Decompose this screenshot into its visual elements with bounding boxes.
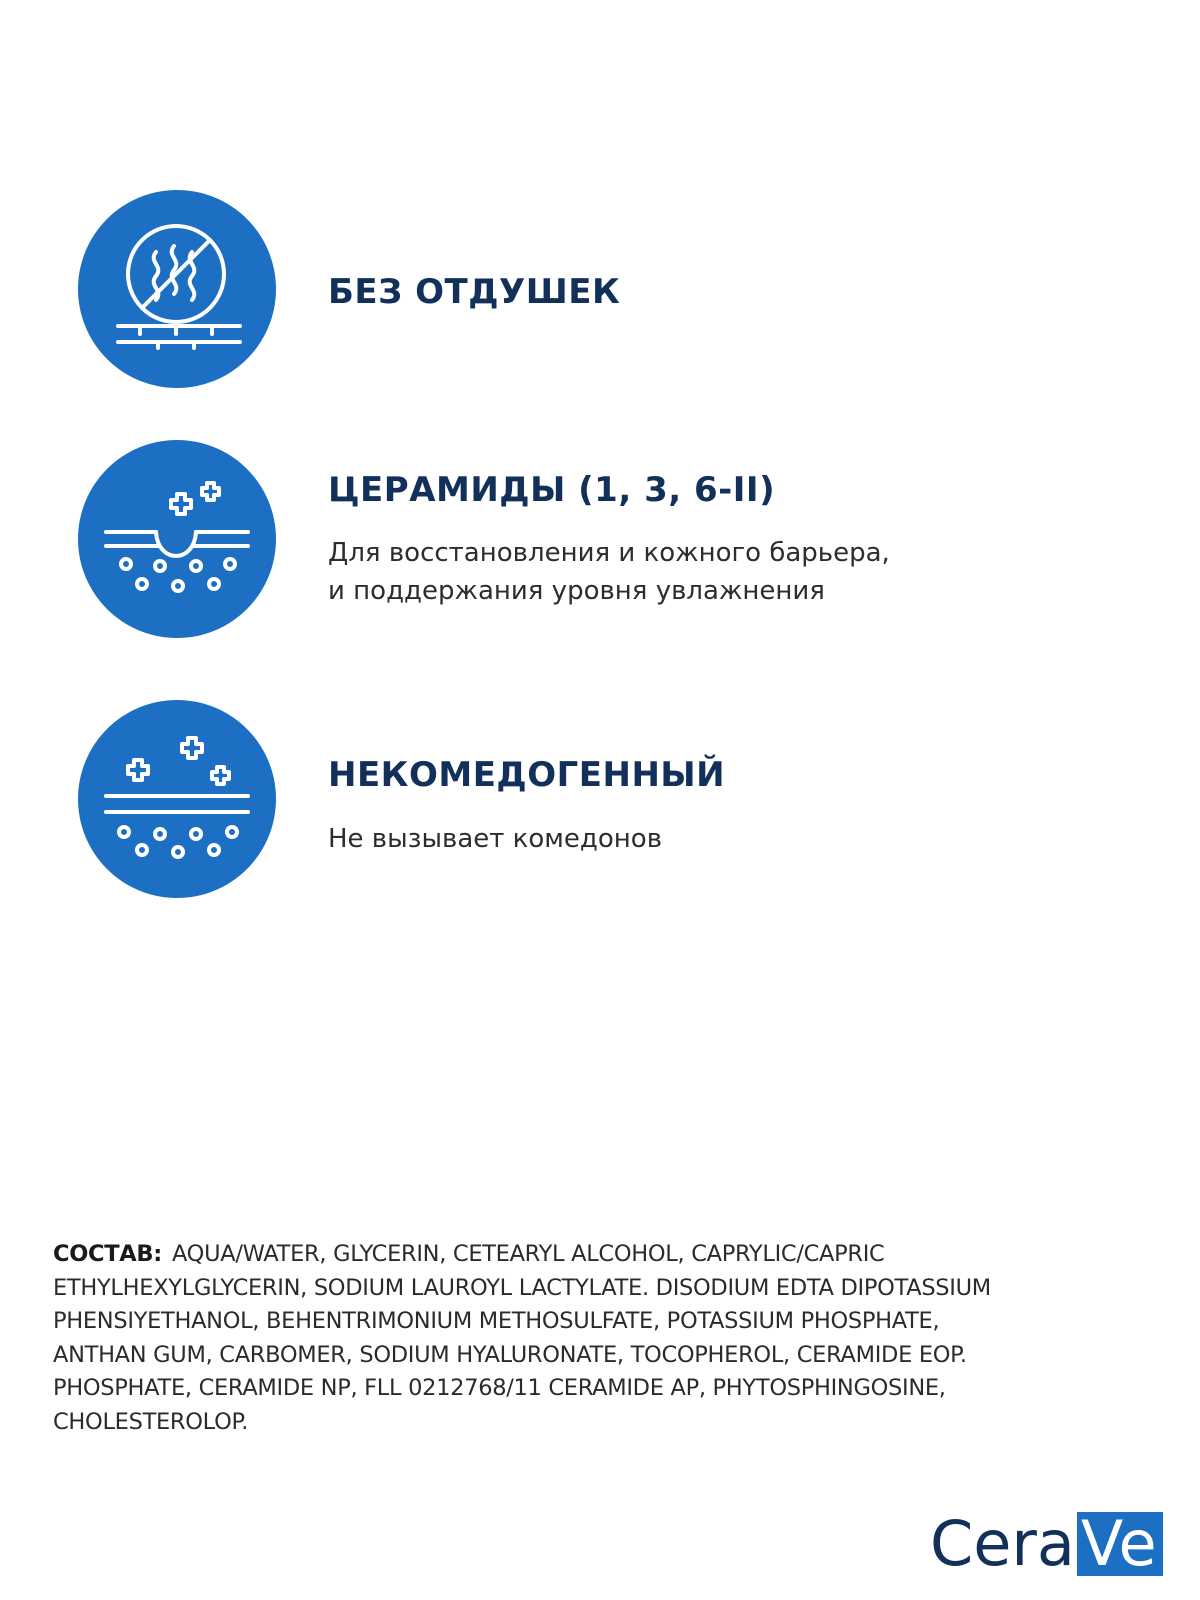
ingredients-line: PHENSIYETHANOL, BEHENTRIMONIUM METHOSULFATE, POTASSIUM PHOSPHATE, (53, 1308, 940, 1334)
feature-title: ЦЕРАМИДЫ (1, 3, 6-II) (328, 470, 776, 510)
ingredients-line: PHOSPHATE, CERAMIDE NP, FLL 0212768/11 CERAMIDE AP, PHYTOSPHINGOSINE, (53, 1375, 946, 1401)
logo-text-cera: Cera (930, 1507, 1075, 1580)
cerave-logo (930, 1507, 1163, 1580)
feature-title: БЕЗ ОТДУШЕК (328, 272, 621, 312)
ingredients-label: СОСТАВ: (53, 1241, 162, 1267)
ceramides-icon (78, 440, 276, 638)
ingredients-text: AQUA/WATER, GLYCERIN, CETEARYL ALCOHOL, CAPRYLIC/CAPRIC (171, 1241, 885, 1267)
feature-description-line: Для восстановления и кожного барьера, (328, 538, 890, 568)
ingredients-line: ETHYLHEXYLGLYCERIN, SODIUM LAUROYL LACTYLATE. DISODIUM EDTA DIPOTASSIUM (53, 1274, 991, 1301)
ingredients-line (53, 1238, 1173, 1272)
feature-title: НЕКОМЕДОГЕННЫЙ (328, 755, 726, 795)
ingredients-list (53, 1238, 1173, 1439)
logo-text-ve: Ve (1077, 1512, 1163, 1576)
ingredients-line: CHOLESTEROLOP. (53, 1408, 249, 1435)
non-comedogenic-icon (78, 700, 276, 898)
feature-description-line: и поддержания уровня увлажнения (328, 576, 825, 606)
no-fragrance-icon (78, 190, 276, 388)
feature-description-line: Не вызывает комедонов (328, 824, 663, 854)
ingredients-line: ANTHAN GUM, CARBOMER, SODIUM HYALURONATE, TOCOPHEROL, CERAMIDE EOP. (53, 1341, 967, 1368)
